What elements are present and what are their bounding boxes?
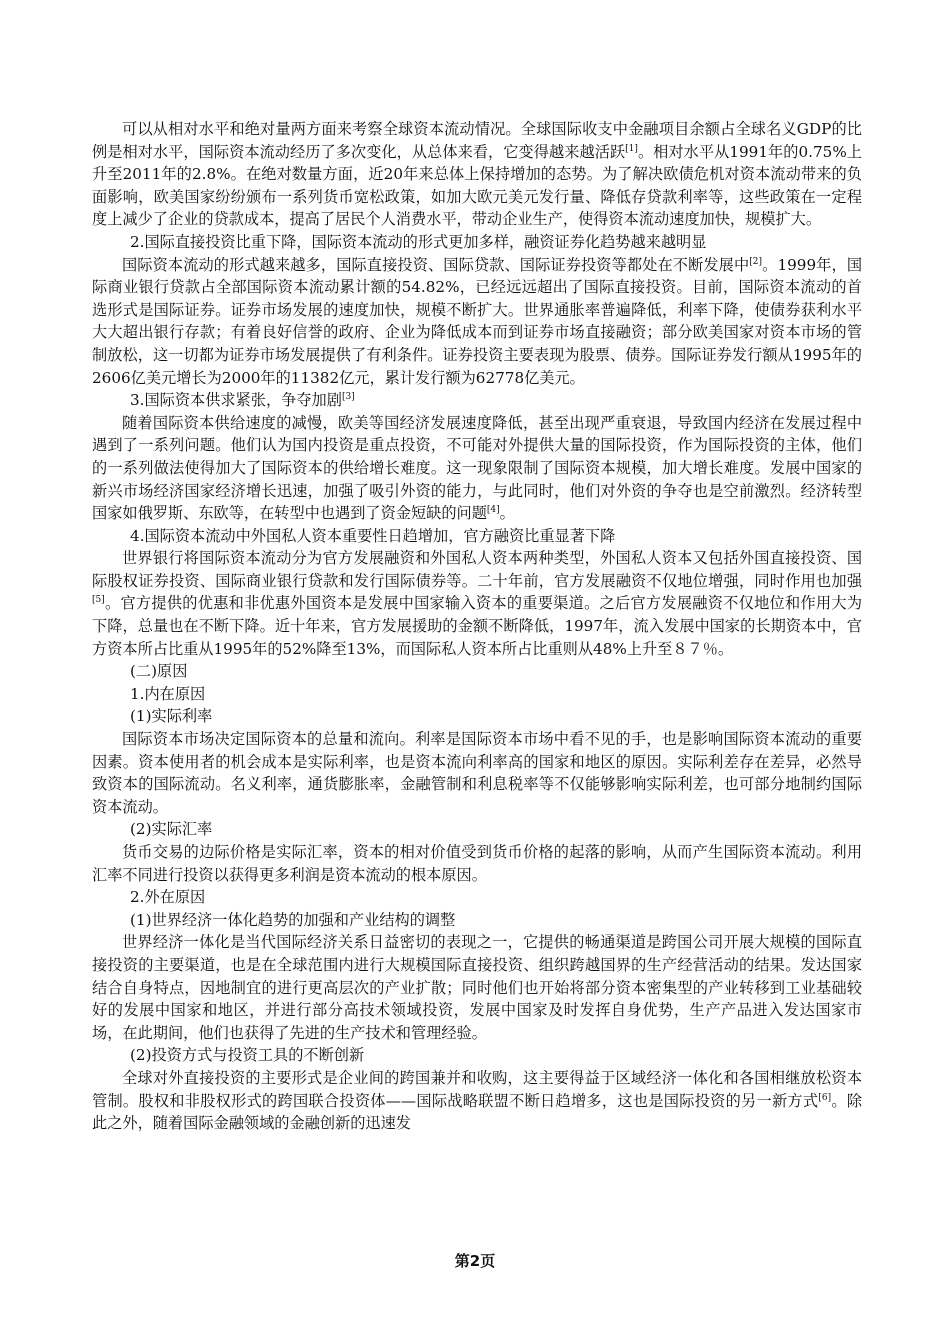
paragraph <box>92 547 862 660</box>
paragraph <box>92 118 862 231</box>
citation-ref: [2] <box>749 256 763 267</box>
section-heading <box>92 818 862 841</box>
section-heading <box>92 683 862 706</box>
paragraph-text: 全球对外直接投资的主要形式是企业间的跨国兼并和收购，这主要得益于区域经济一体化和各国相继放松资本管制。股权和非股权形式的跨国联合投资体——国际战略联盟不断日趋增多，这也是国际投资的另一新方式 <box>92 1068 862 1110</box>
section-heading <box>92 909 862 932</box>
section-heading <box>92 886 862 909</box>
section-heading <box>92 705 862 728</box>
citation-ref: [3] <box>341 392 355 403</box>
citation-ref: [4] <box>486 505 500 516</box>
body-text <box>92 118 862 1135</box>
page-number: 第2页 <box>454 1252 496 1270</box>
paragraph <box>92 728 862 818</box>
section-heading <box>92 231 862 254</box>
paragraph-text: (2)实际汇率 <box>130 820 213 839</box>
paragraph-text: 。官方提供的优惠和非优惠外国资本是发展中国家输入资本的重要渠道。之后官方发展融资不仅地位和作用大为下降，总量也在不断下降。近十年来，官方发展援助的金额不断降低，1997年，流入发展中国家的长期资本中，官方资本所占比重从1995年的52%降至13%，而国际私人资本所占比重则从48%上升至８７％。 <box>92 594 862 658</box>
section-heading <box>92 660 862 683</box>
paragraph-text: 2.国际直接投资比重下降，国际资本流动的形式更加多样，融资证券化趋势越来越明显 <box>130 232 707 251</box>
citation-ref: [6] <box>818 1092 832 1103</box>
paragraph-text: 。相对水平从1991年的0.75%上升至2011年的2.8%。在绝对数量方面，近20年来总体上保持增加的态势。为了解决欧债危机对资本流动带来的负面影响，欧美国家纷纷颁布一系列货币宽松政策，如加大欧元美元发行量、降低存贷款利率等，这些政策在一定程度上减少了企业的贷款成本，提高了居民个人消费水平，带动企业生产，使得资本流动速度加快，规模扩大。 <box>92 142 862 229</box>
paragraph-text: 国际资本市场决定国际资本的总量和流向。利率是国际资本市场中看不见的手，也是影响国际资本流动的重要因素。资本使用者的机会成本是实际利率，也是资本流向利率高的国家和地区的原因。实际利差存在差异，必然导致资本的国际流动。名义利率，通货膨胀率，金融管制和利息税率等不仅能够影响实际利差，也可部分地制约国际资本流动。 <box>92 730 862 816</box>
citation-ref: [1] <box>625 143 638 154</box>
paragraph-text: (1)实际利率 <box>130 707 213 726</box>
paragraph-text: 随着国际资本供给速度的减慢，欧美等国经济发展速度降低，甚至出现严重衰退，导致国内经济在发展过程中遇到了一系列问题。他们认为国内投资是重点投资，不可能对外提供大量的国际投资，作为国际投资的主体，他们的一系列做法使得加大了国际资本的供给增长难度。这一现象限制了国际资本规模，加大增长难度。发展中国家的新兴市场经济国家经济增长迅速，加强了吸引外资的能力，与此同时，他们对外资的争夺也是空前激烈。经济转型国家如俄罗斯、东欧等，在转型中也遇到了资金短缺的问题 <box>92 413 862 523</box>
paragraph-text: 4.国际资本流动中外国私人资本重要性日趋增加，官方融资比重显著下降 <box>130 526 616 545</box>
paragraph-text: (2)投资方式与投资工具的不断创新 <box>130 1046 365 1065</box>
paragraph <box>92 1067 862 1135</box>
paragraph-text: 。除此之外，随着国际金融领域的金融创新的迅速发 <box>92 1091 863 1133</box>
paragraph-text: 可以从相对水平和绝对量两方面来考察全球资本流动情况。全球国际收支中金融项目余额占全球名义GDP的比例是相对水平，国际资本流动经历了多次变化，从总体来看，它变得越来越活跃 <box>92 120 862 161</box>
paragraph-text: (1)世界经济一体化趋势的加强和产业结构的调整 <box>130 910 456 929</box>
paragraph-text: 2.外在原因 <box>130 888 206 907</box>
paragraph <box>92 412 862 525</box>
paragraph <box>92 841 862 886</box>
paragraph-text: (二)原因 <box>130 662 188 681</box>
paragraph-text: 1.内在原因 <box>130 684 206 703</box>
paragraph-text: 货币交易的边际价格是实际汇率，资本的相对价值受到货币价格的起落的影响，从而产生国际资本流动。利用汇率不同进行投资以获得更多利润是资本流动的根本原因。 <box>92 843 862 884</box>
citation-ref: [5] <box>92 595 105 606</box>
paragraph-text: 世界银行将国际资本流动分为官方发展融资和外国私人资本两种类型，外国私人资本又包括外国直接投资、国际股权证券投资、国际商业银行贷款和发行国际债券等。二十年前，官方发展融资不仅地位增强，同时作用也加强 <box>92 549 862 590</box>
section-heading <box>92 389 862 412</box>
paragraph-text: 。1999年，国际商业银行贷款占全部国际资本流动累计额的54.82%，已经远远超出了国际直接投资。目前，国际资本流动的首选形式是国际证券。证券市场发展的速度加快，规模不断扩大。世界通胀率普遍降低，利率下降，使债券获利水平大大超出银行存款；有着良好信誉的政府、企业为降低成本而到证券市场直接融资；部分欧美国家对资本市场的管制放松，这一切都为证券市场发展提供了有利条件。证券投资主要表现为股票、债券。国际证券发行额从1995年的2606亿美元增长为2000年的11382亿元，累计发行额为62778亿美元。 <box>92 255 863 387</box>
paragraph-text: 国际资本流动的形式越来越多，国际直接投资、国际贷款、国际证券投资等都处在不断发展中 <box>122 255 750 274</box>
paragraph <box>92 931 862 1044</box>
paragraph-text: 3.国际资本供求紧张，争夺加剧 <box>130 391 342 410</box>
paragraph-text: 世界经济一体化是当代国际经济关系日益密切的表现之一，它提供的畅通渠道是跨国公司开展大规模的国际直接投资的主要渠道，也是在全球范围内进行大规模国际直接投资、组织跨越国界的生产经营活动的结果。发达国家结合自身特点，因地制宜的进行更高层次的产业扩散；同时他们也开始将部分资本密集型的产业转移到工业基础较好的发展中国家和地区，并进行部分高技术领域投资，发展中国家及时发挥自身优势，生产产品进入发达国家市场，在此期间，他们也获得了先进的生产技术和管理经验。 <box>92 933 862 1042</box>
paragraph-text: 。 <box>499 504 515 523</box>
section-heading <box>92 525 862 548</box>
section-heading <box>92 1044 862 1067</box>
paragraph <box>92 254 862 390</box>
